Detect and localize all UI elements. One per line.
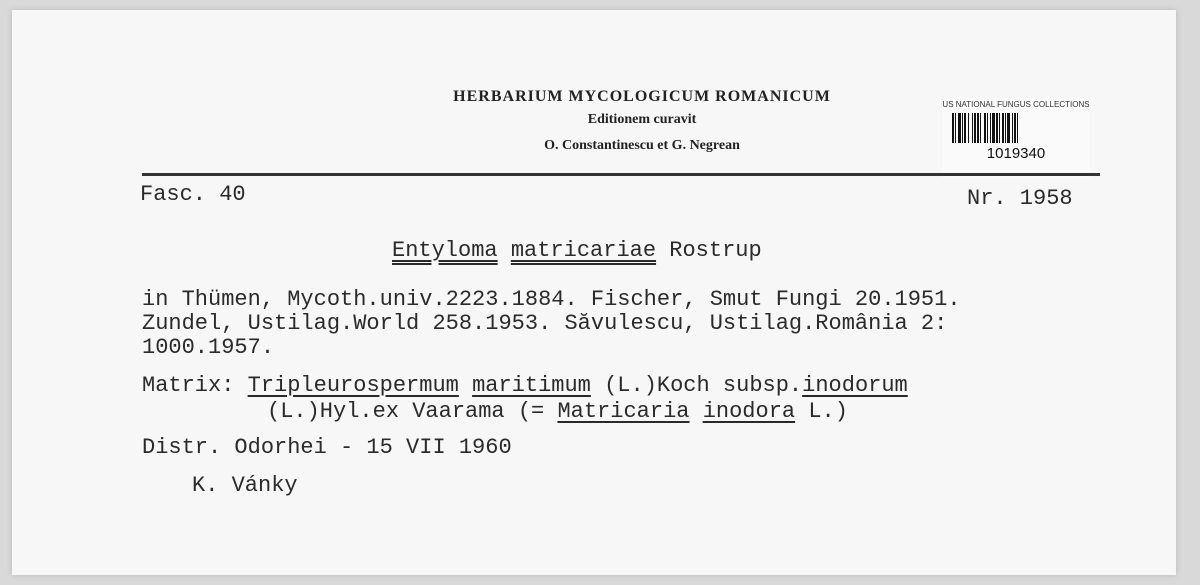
barcode-bar [992, 113, 995, 143]
editors-name: O. Constantinescu et G. Negrean [544, 138, 740, 153]
species-epithet: matricariae [510, 238, 657, 263]
reference-line: 1000.1957. [142, 335, 275, 360]
references-block [142, 288, 961, 360]
label-header [392, 88, 892, 154]
barcode-bar [955, 113, 956, 143]
barcode-sticker [942, 98, 1090, 178]
barcode-bar [968, 113, 969, 143]
barcode-collection: US NATIONAL FUNGUS COLLECTIONS [942, 100, 1090, 109]
barcode-bar [1005, 113, 1006, 143]
barcode-bar [980, 113, 981, 143]
species-name [392, 238, 762, 263]
barcode-bar [996, 113, 998, 143]
species-author: Rostrup [669, 238, 762, 263]
host-author: (L.)Koch subsp. [604, 373, 803, 398]
barcode-bar [1002, 113, 1004, 143]
species-genus: Entyloma [392, 238, 498, 263]
locality-date: Distr. Odorhei - 15 VII 1960 [142, 435, 512, 460]
barcode-bar [999, 113, 1000, 143]
exsiccata-number: Nr. 1958 [967, 186, 1073, 211]
barcode-bar [987, 113, 988, 143]
fascicle-number: Fasc. 40 [140, 182, 246, 207]
matrix-line-2 [142, 399, 908, 425]
subsp-author: (L.)Hyl.ex Vaarama (= [267, 399, 545, 424]
host-epithet: maritimum [472, 373, 591, 398]
barcode-bar [952, 113, 954, 143]
synonym-epithet: inodora [702, 399, 796, 424]
barcode-bars [952, 113, 1080, 143]
synonym-author: L.) [808, 399, 848, 424]
institution-title: HERBARIUM MYCOLOGICUM ROMANICUM [453, 88, 831, 105]
barcode-bar [1014, 113, 1016, 143]
barcode-bar [1017, 113, 1018, 143]
edited-by-label: Editionem curavit [587, 112, 697, 127]
reference-line: Zundel, Ustilag.World 258.1953. Săvulescu, Ustilag.România 2: [142, 311, 948, 336]
barcode-bar [977, 113, 979, 143]
barcode-bar [990, 113, 991, 143]
barcode-bar [1012, 113, 1013, 143]
matrix-label: Matrix: [142, 373, 235, 398]
host-genus: Tripleurospermum [247, 373, 459, 398]
barcode-bar [962, 113, 963, 143]
host-subspecies: inodorum [802, 373, 908, 398]
barcode-bar [984, 113, 986, 143]
specimen-label [12, 10, 1176, 575]
barcode-bar [972, 113, 973, 143]
barcode-bar [1007, 113, 1010, 143]
barcode-bar [958, 113, 961, 143]
barcode-number: 1019340 [986, 145, 1046, 162]
matrix-block [142, 373, 908, 425]
matrix-line-1 [142, 373, 908, 399]
reference-line: in Thümen, Mycoth.univ.2223.1884. Fischer, Smut Fungi 20.1951. [142, 287, 961, 312]
synonym-genus: Matricaria [557, 399, 690, 424]
barcode-bar [974, 113, 976, 143]
barcode-bar [964, 113, 966, 143]
collector-name: K. Vánky [192, 473, 298, 498]
header-divider [142, 173, 1100, 176]
